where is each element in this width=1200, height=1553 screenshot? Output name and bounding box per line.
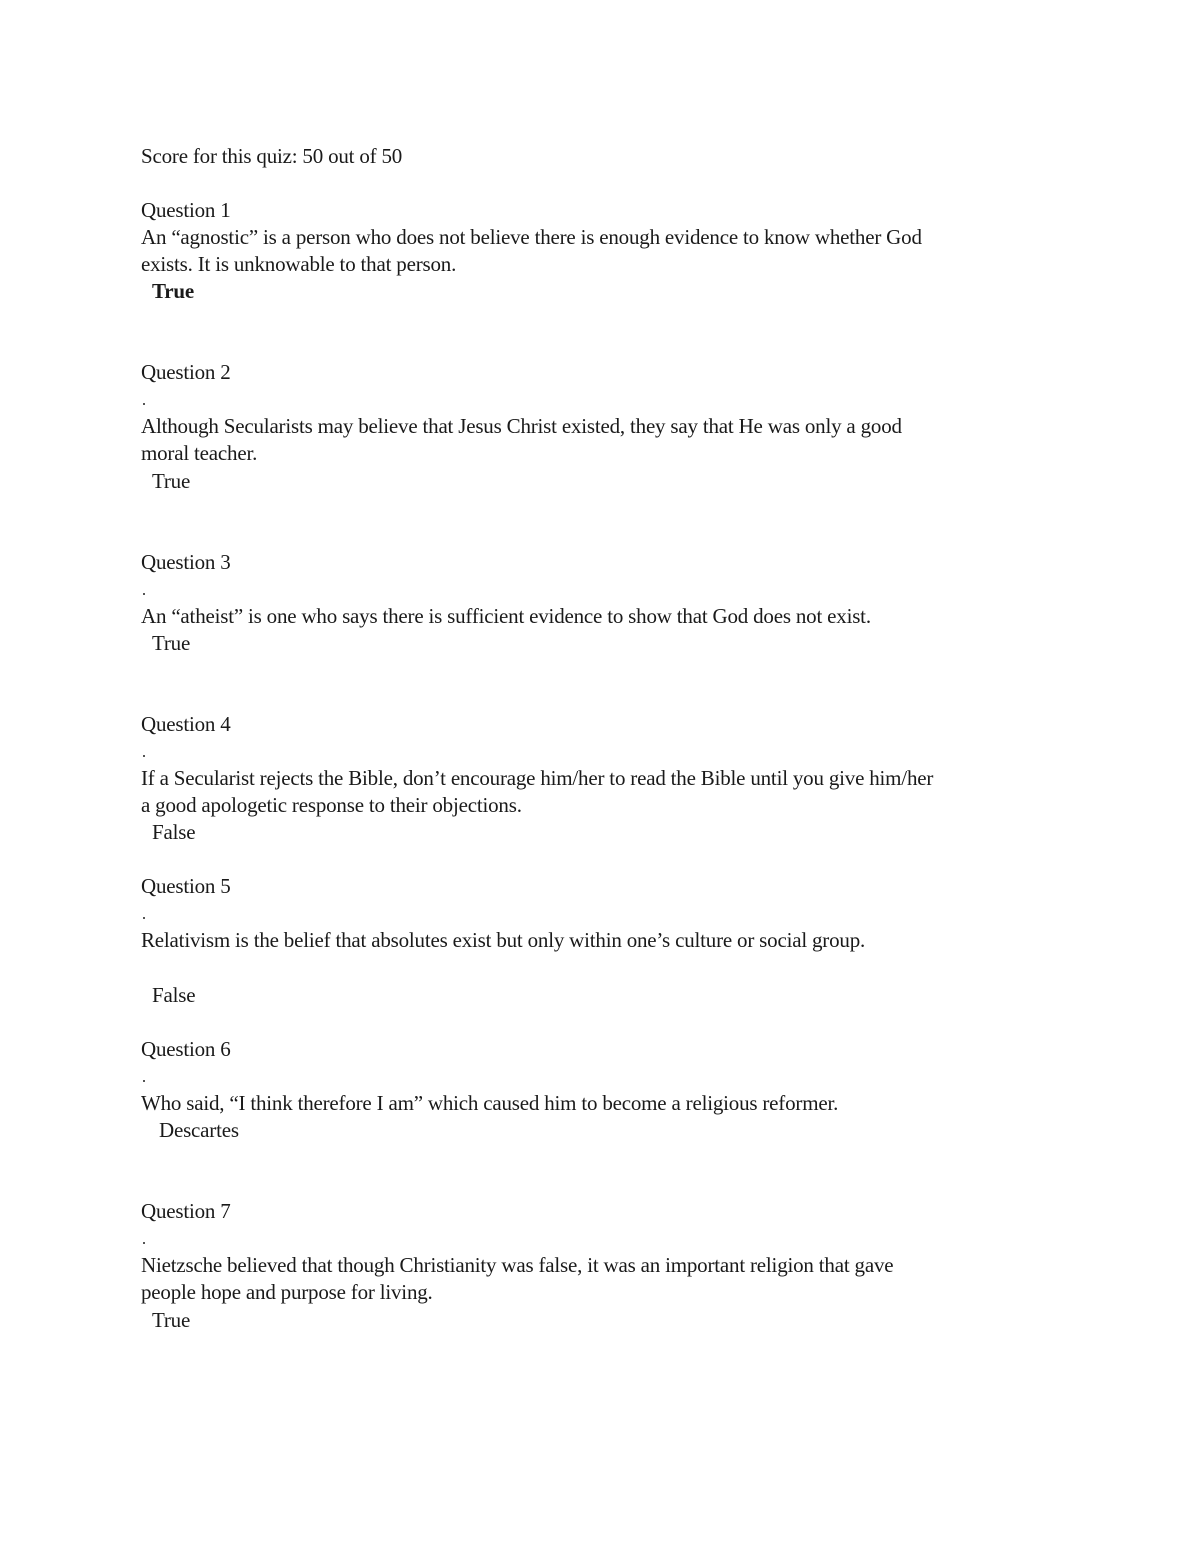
question-2-text-line-2: moral teacher. (141, 441, 258, 465)
question-1-text-line-2: exists. It is unknowable to that person. (141, 252, 457, 276)
question-7-label: Question 7 (141, 1199, 231, 1223)
question-7-bullet-dot (143, 1242, 145, 1244)
question-3-answer: True (152, 631, 191, 655)
question-6-text-line-1: Who said, “I think therefore I am” which caused him to become a religious reformer. (141, 1091, 839, 1115)
question-1-text-line-1: An “agnostic” is a person who does not believe there is enough evidence to know whether God (141, 225, 922, 249)
question-1-label: Question 1 (141, 198, 231, 222)
question-4-text-line-1: If a Secularist rejects the Bible, don’t encourage him/her to read the Bible until you give him/her (141, 766, 934, 790)
question-1-answer: True (152, 279, 194, 303)
question-2-text-line-1: Although Secularists may believe that Jesus Christ existed, they say that He was only a good (141, 414, 902, 438)
question-7-text-line-1: Nietzsche believed that though Christianity was false, it was an important religion that gave (141, 1253, 894, 1277)
question-4-label: Question 4 (141, 712, 231, 736)
question-3-bullet-dot (143, 593, 145, 595)
question-5-answer: False (152, 983, 196, 1007)
question-3-label: Question 3 (141, 550, 231, 574)
question-4-bullet-dot (143, 755, 145, 757)
question-5-text-line-1: Relativism is the belief that absolutes exist but only within one’s culture or social group. (141, 928, 866, 952)
question-2-bullet-dot (143, 403, 145, 405)
question-2-answer: True (152, 469, 191, 493)
question-6-label: Question 6 (141, 1037, 231, 1061)
question-6-answer: Descartes (159, 1118, 239, 1142)
question-5-bullet-dot (143, 917, 145, 919)
question-6-bullet-dot (143, 1080, 145, 1082)
question-7-answer: True (152, 1308, 191, 1332)
question-2-label: Question 2 (141, 360, 231, 384)
question-4-answer: False (152, 820, 196, 844)
question-4-text-line-2: a good apologetic response to their objections. (141, 793, 522, 817)
question-5-label: Question 5 (141, 874, 231, 898)
question-7-text-line-2: people hope and purpose for living. (141, 1280, 433, 1304)
quiz-score: Score for this quiz: 50 out of 50 (141, 144, 403, 168)
question-3-text-line-1: An “atheist” is one who says there is sufficient evidence to show that God does not exist. (141, 604, 871, 628)
